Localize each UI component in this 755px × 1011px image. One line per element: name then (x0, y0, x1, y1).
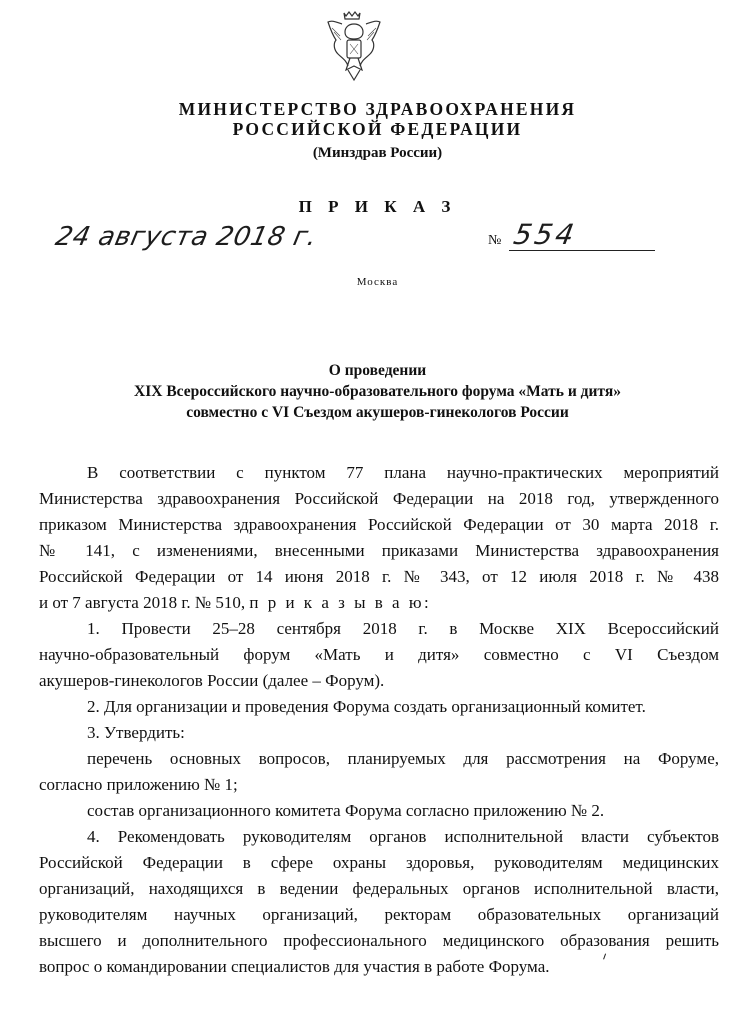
body-line-text: и от 7 августа 2018 г. № 510, (39, 593, 246, 612)
body-line: В соответствии с пунктом 77 плана научно-практических мероприятий (87, 463, 719, 482)
body-line: Российской Федерации в сфере охраны здоровья, руководителям медицинских (39, 853, 719, 872)
body-line: 3. Утвердить: (87, 723, 185, 742)
russian-coat-of-arms-icon (326, 10, 382, 84)
body-line: руководителям научных организаций, ректорам образовательных организаций (39, 905, 719, 924)
body-line: Российской Федерации от 14 июня 2018 г. № 343, от 12 июля 2018 г. № 438 (39, 567, 719, 586)
order-date-handwritten: 24 августа 2018 г. (52, 222, 320, 252)
subject-line1: О проведении (328, 362, 427, 379)
order-number-label: № (488, 233, 502, 248)
body-line: Министерства здравоохранения Российской Федерации на 2018 год, утвержденного (39, 489, 719, 508)
ministry-name-line2: РОССИЙСКОЙ ФЕДЕРАЦИИ (232, 119, 523, 139)
ministry-short-name: (Минздрав России) (312, 145, 443, 161)
order-title: П Р И К А З (298, 197, 457, 216)
body-line: согласно приложению № 1; (39, 775, 238, 794)
body-line: № 141, с изменениями, внесенными приказами Министерства здравоохранения (39, 541, 719, 560)
body-line: 4. Рекомендовать руководителям органов исполнительной власти субъектов (87, 827, 719, 846)
body-line (39, 590, 431, 616)
ministry-name-line1: МИНИСТЕРСТВО ЗДРАВООХРАНЕНИЯ (178, 99, 577, 119)
body-line: вопрос о командировании специалистов для участия в работе Форума. (39, 957, 550, 976)
body-line: акушеров-гинекологов России (далее – Форум). (39, 671, 385, 690)
body-line: перечень основных вопросов, планируемых для рассмотрения на Форуме, (87, 749, 719, 768)
subject-line3: совместно с VI Съездом акушеров-гинекологов России (186, 404, 569, 421)
order-spaced-word: п р и к а з ы в а ю: (249, 593, 432, 612)
body-line: 2. Для организации и проведения Форума создать организационный комитет. (87, 697, 646, 716)
body-line: приказом Министерства здравоохранения Российской Федерации от 30 марта 2018 г. (39, 515, 719, 534)
subject-line2: XIX Всероссийского научно-образовательного форума «Мать и дитя» (134, 383, 621, 400)
ink-mark (603, 953, 609, 960)
body-line: состав организационного комитета Форума согласно приложению № 2. (87, 801, 605, 820)
order-city: Москва (356, 276, 399, 288)
body-line: научно-образовательный форум «Мать и дитя» совместно с VI Съездом (39, 645, 719, 664)
body-line: высшего и дополнительного профессионального медицинского образования решить (39, 931, 719, 950)
body-line: организаций, находящихся в ведении федеральных органов исполнительной власти, (39, 879, 719, 898)
order-number-handwritten: 554 (511, 218, 580, 251)
body-line: 1. Провести 25–28 сентября 2018 г. в Москве XIX Всероссийский (87, 619, 719, 638)
